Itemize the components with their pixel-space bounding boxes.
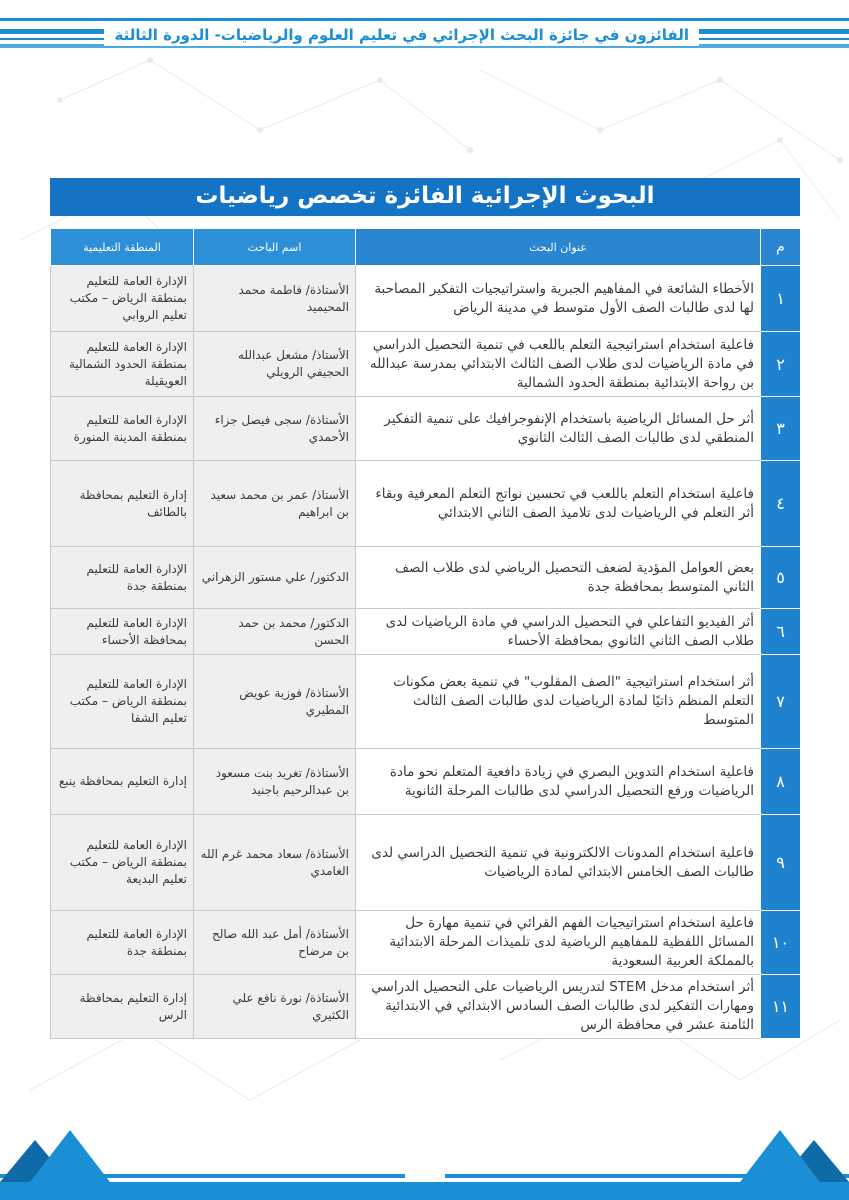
row-number: ٦ — [761, 609, 801, 655]
header-title: الفائزون في جائزة البحث الإجرائي في تعليم العلوم والرياضيات- الدورة الثالثة — [104, 24, 699, 46]
table-row — [51, 332, 801, 397]
research-title: فاعلية استخدام استراتيجية التعلم باللعب في تنمية التحصيل الدراسي في مادة الرياضيات لدى طلاب الصف الثالث الابتدائي بمدرسة عبدالله بن رواحة الابتدائية بمنطقة الحدود الشمالية — [356, 332, 761, 397]
researcher-name: الأستاذة/ نورة نافع علي الكثيري — [194, 975, 356, 1039]
researcher-name: الأستاذ/ مشعل عبدالله الحجيفي الرويلي — [194, 332, 356, 397]
col-header-researcher: اسم الباحث — [194, 229, 356, 266]
table-row — [51, 815, 801, 911]
region-name: إدارة التعليم بمحافظة ينبع — [51, 749, 194, 815]
row-number: ٩ — [761, 815, 801, 911]
table-row — [51, 547, 801, 609]
research-title: أثر استخدام استراتيجية "الصف المقلوب" في تنمية بعض مكونات التعلم المنظم ذاتيًا لمادة الرياضيات لدى طالبات الصف الثالث المتوسط — [356, 655, 761, 749]
row-number: ١١ — [761, 975, 801, 1039]
table-row — [51, 609, 801, 655]
region-name: الإدارة العامة للتعليم بمحافظة الأحساء — [51, 609, 194, 655]
table-row — [51, 397, 801, 461]
region-name: الإدارة العامة للتعليم بمنطقة الرياض – مكتب تعليم الشفا — [51, 655, 194, 749]
researcher-name: الأستاذة/ فوزية عويض المطيري — [194, 655, 356, 749]
col-header-num: م — [761, 229, 801, 266]
table-row — [51, 655, 801, 749]
research-title: بعض العوامل المؤدية لضعف التحصيل الرياضي لدى طلاب الصف الثاني المتوسط بمحافظة جدة — [356, 547, 761, 609]
research-title: فاعلية استخدام استراتيجيات الفهم القرائي في تنمية مهارة حل المسائل اللفظية للمفاهيم الرياضية لدى تلميذات المرحلة الابتدائية بالمملكة العربية السعودية — [356, 911, 761, 975]
region-name: الإدارة العامة للتعليم بمنطقة جدة — [51, 547, 194, 609]
row-number: ٨ — [761, 749, 801, 815]
row-number: ٥ — [761, 547, 801, 609]
research-title: أثر استخدام مدخل STEM لتدريس الرياضيات على التحصيل الدراسي ومهارات التفكير لدى طالبات الصف السادس الابتدائي في الابتدائية الثامنة عشر في محافظة الرس — [356, 975, 761, 1039]
col-header-title: عنوان البحث — [356, 229, 761, 266]
row-number: ٣ — [761, 397, 801, 461]
row-number: ٤ — [761, 461, 801, 547]
col-header-region: المنطقة التعليمية — [51, 229, 194, 266]
region-name: الإدارة العامة للتعليم بمنطقة الرياض – مكتب تعليم الروابي — [51, 266, 194, 332]
researcher-name: الأستاذ/ عمر بن محمد سعيد بن ابراهيم — [194, 461, 356, 547]
region-name: الإدارة العامة للتعليم بمنطقة المدينة المنورة — [51, 397, 194, 461]
row-number: ١ — [761, 266, 801, 332]
research-title: فاعلية استخدام المدونات الالكترونية في تنمية التحصيل الدراسي لدى طالبات الصف الخامس الابتدائي لمادة الرياضيات — [356, 815, 761, 911]
region-name: إدارة التعليم بمحافظة الرس — [51, 975, 194, 1039]
table-row — [51, 266, 801, 332]
researcher-name: الأستاذة/ سعاد محمد غرم الله الغامدي — [194, 815, 356, 911]
row-number: ٢ — [761, 332, 801, 397]
research-title: فاعلية استخدام التدوين البصري في زيادة دافعية المتعلم نحو مادة الرياضيات ورفع التحصيل الدراسي لدى طالبات المرحلة الثانوية — [356, 749, 761, 815]
researcher-name: الدكتور/ علي مستور الزهراني — [194, 547, 356, 609]
row-number: ١٠ — [761, 911, 801, 975]
footer-decoration — [0, 1110, 849, 1200]
research-title: أثر الفيديو التفاعلي في التحصيل الدراسي في مادة الرياضيات لدى طلاب الصف الثاني الثانوي بمحافظة الأحساء — [356, 609, 761, 655]
research-title: الأخطاء الشائعة في المفاهيم الجبرية واستراتيجيات التفكير المصاحبة لها لدى طالبات الصف الأول متوسط في مدينة الرياض — [356, 266, 761, 332]
table-row — [51, 461, 801, 547]
row-number: ٧ — [761, 655, 801, 749]
section-banner: البحوث الإجرائية الفائزة تخصص رياضيات — [50, 178, 800, 216]
region-name: الإدارة العامة للتعليم بمنطقة الرياض – مكتب تعليم البديعة — [51, 815, 194, 911]
table-row — [51, 749, 801, 815]
researcher-name: الأستاذة/ أمل عبد الله صالح بن مرضاح — [194, 911, 356, 975]
region-name: الإدارة العامة للتعليم بمنطقة الحدود الشمالية العويقيلة — [51, 332, 194, 397]
research-table — [50, 228, 801, 1039]
table-header-row — [51, 229, 801, 266]
researcher-name: الأستاذة/ تغريد بنت مسعود بن عبدالرحيم باجنيد — [194, 749, 356, 815]
researcher-name: الدكتور/ محمد بن حمد الحسن — [194, 609, 356, 655]
region-name: الإدارة العامة للتعليم بمنطقة جدة — [51, 911, 194, 975]
research-title: فاعلية استخدام التعلم باللعب في تحسين نواتج التعلم المعرفية وبقاء أثر التعلم في الرياضيات لدى تلاميذ الصف الثاني الابتدائي — [356, 461, 761, 547]
table-row — [51, 911, 801, 975]
researcher-name: الأستاذة/ سجى فيصل جزاء الأحمدي — [194, 397, 356, 461]
research-title: أثر حل المسائل الرياضية باستخدام الإنفوجرافيك على تنمية التفكير المنطقي لدى طالبات الصف الثالث الثانوي — [356, 397, 761, 461]
researcher-name: الأستاذة/ فاطمة محمد المحيميد — [194, 266, 356, 332]
region-name: إدارة التعليم بمحافظة بالطائف — [51, 461, 194, 547]
table-row — [51, 975, 801, 1039]
